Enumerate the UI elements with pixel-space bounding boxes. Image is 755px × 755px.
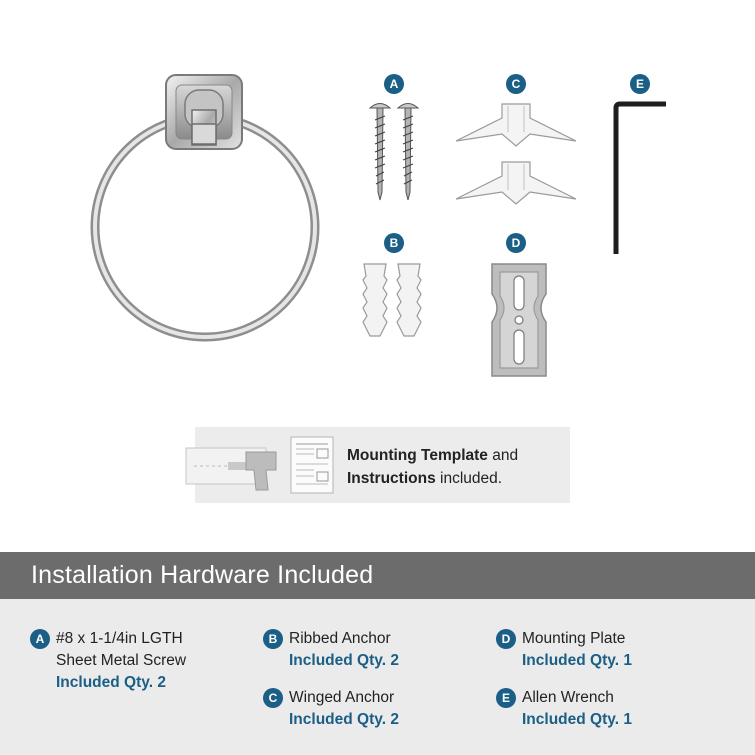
allen-wrench-image — [608, 98, 672, 260]
legend-a-name-line1: #8 x 1-1/4in LGTH — [56, 630, 183, 647]
badge-a: A — [384, 74, 404, 94]
legend-badge-d: D — [496, 629, 516, 649]
legend-item-d — [522, 628, 712, 672]
mounting-template-text — [347, 444, 562, 490]
legend-badge-c: C — [263, 688, 283, 708]
legend-badge-a: A — [30, 629, 50, 649]
legend-e-name: Allen Wrench — [522, 689, 614, 706]
legend-e-qty: Included Qty. 1 — [522, 711, 632, 728]
legend-badge-e: E — [496, 688, 516, 708]
legend-c-name: Winged Anchor — [289, 689, 395, 706]
template-line1-bold: Mounting Template — [347, 447, 488, 464]
legend-a-name-line2: Sheet Metal Screw — [56, 652, 187, 669]
badge-d: D — [506, 233, 526, 253]
sheet-metal-screw-image — [362, 100, 432, 205]
template-line2-bold: Instructions — [347, 470, 436, 487]
mounting-plate-image — [484, 260, 554, 382]
instructions-document-icon — [290, 436, 334, 494]
ribbed-anchor-image — [358, 260, 428, 340]
legend-item-b — [289, 628, 479, 672]
legend-item-e — [522, 687, 712, 731]
template-line2-rest: included. — [435, 470, 503, 487]
badge-c: C — [506, 74, 526, 94]
legend-d-qty: Included Qty. 1 — [522, 652, 632, 669]
drill-template-icon — [184, 440, 284, 495]
banner-title: Installation Hardware Included — [31, 561, 374, 589]
legend-item-a — [56, 628, 246, 694]
badge-e: E — [630, 74, 650, 94]
winged-anchor-image — [452, 96, 582, 206]
legend-item-c — [289, 687, 479, 731]
template-line1-rest: and — [487, 447, 519, 464]
legend-b-name: Ribbed Anchor — [289, 630, 391, 647]
legend-a-qty: Included Qty. 2 — [56, 674, 166, 691]
legend-badge-b: B — [263, 629, 283, 649]
legend-b-qty: Included Qty. 2 — [289, 652, 399, 669]
towel-ring-image — [80, 70, 340, 355]
legend-c-qty: Included Qty. 2 — [289, 711, 399, 728]
badge-b: B — [384, 233, 404, 253]
legend-d-name: Mounting Plate — [522, 630, 626, 647]
